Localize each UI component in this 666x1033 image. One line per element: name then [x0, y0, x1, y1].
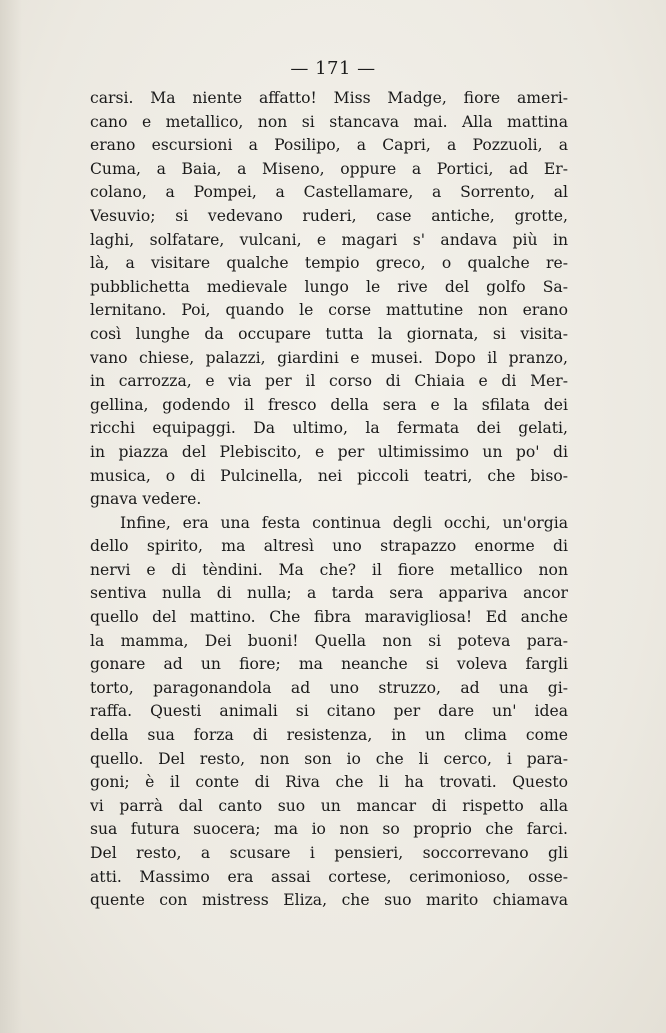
- text-line: della sua forza di resistenza, in un clima come: [90, 726, 568, 745]
- text-line: torto, paragonandola ad uno struzzo, ad una gi-: [90, 678, 568, 697]
- binding-shadow: [0, 0, 22, 1033]
- text-line: quente con mistress Eliza, che suo marito chiamava: [90, 891, 568, 910]
- text-line: goni; è il conte di Riva che li ha trovati. Questo: [90, 773, 568, 792]
- text-line: ricchi equipaggi. Da ultimo, la fermata dei gelati,: [90, 419, 568, 438]
- text-line: lernitano. Poi, quando le corse mattutine non erano: [90, 301, 568, 320]
- text-line: cano e metallico, non si stancava mai. Alla mattina: [90, 112, 568, 131]
- paragraph-end-line: gnava vedere.: [90, 490, 202, 509]
- text-line: gonare ad un fiore; ma neanche si voleva fargli: [90, 655, 568, 674]
- text-line: dello spirito, ma altresì uno strapazzo enorme di: [90, 537, 568, 556]
- text-line: musica, o di Pulcinella, nei piccoli teatri, che biso-: [90, 466, 568, 485]
- text-line: atti. Massimo era assai cortese, cerimonioso, osse-: [90, 867, 568, 886]
- text-line: sentiva nulla di nulla; a tarda sera appariva ancor: [90, 584, 568, 603]
- text-line: gellina, godendo il fresco della sera e la sfilata dei: [90, 395, 568, 414]
- text-line: Cuma, a Baia, a Miseno, oppure a Portici, ad Er-: [90, 159, 568, 178]
- text-line: sua futura suocera; ma io non so proprio che farci.: [90, 820, 568, 839]
- text-line: laghi, solfatare, vulcani, e magari s' andava più in: [90, 230, 568, 249]
- text-line: pubblichetta medievale lungo le rive del golfo Sa-: [90, 277, 568, 296]
- text-line: colano, a Pompei, a Castellamare, a Sorrento, al: [90, 183, 568, 202]
- text-line: vano chiese, palazzi, giardini e musei. Dopo il pranzo,: [90, 348, 568, 367]
- text-line: Vesuvio; si vedevano ruderi, case antiche, grotte,: [90, 206, 568, 225]
- text-line: carsi. Ma niente affatto! Miss Madge, fiore ameri-: [90, 89, 568, 107]
- text-line: quello. Del resto, non son io che li cerco, i para-: [90, 749, 568, 768]
- paragraph-start-line: Infine, era una festa continua degli occhi, un'orgia: [120, 513, 568, 532]
- text-line: vi parrà dal canto suo un mancar di rispetto alla: [90, 796, 568, 815]
- text-line: così lunghe da occupare tutta la giornata, si visita-: [90, 324, 568, 343]
- text-line: là, a visitare qualche tempio greco, o qualche re-: [90, 254, 568, 273]
- page-number: — 171 —: [290, 58, 376, 79]
- text-line: erano escursioni a Posilipo, a Capri, a Pozzuoli, a: [90, 136, 568, 155]
- text-line: quello del mattino. Che fibra maravigliosa! Ed anche: [90, 608, 568, 627]
- text-line: Del resto, a scusare i pensieri, soccorrevano gli: [90, 844, 568, 862]
- text-line: raffa. Questi animali si citano per dare un' idea: [90, 702, 568, 721]
- text-line: la mamma, Dei buoni! Quella non si poteva para-: [90, 631, 568, 650]
- text-line: in carrozza, e via per il corso di Chiaia e di Mer-: [90, 372, 568, 391]
- text-line: in piazza del Plebiscito, e per ultimissimo un po' di: [90, 442, 568, 461]
- text-line: nervi e di tèndini. Ma che? il fiore metallico non: [90, 560, 568, 579]
- body-text: [90, 87, 568, 913]
